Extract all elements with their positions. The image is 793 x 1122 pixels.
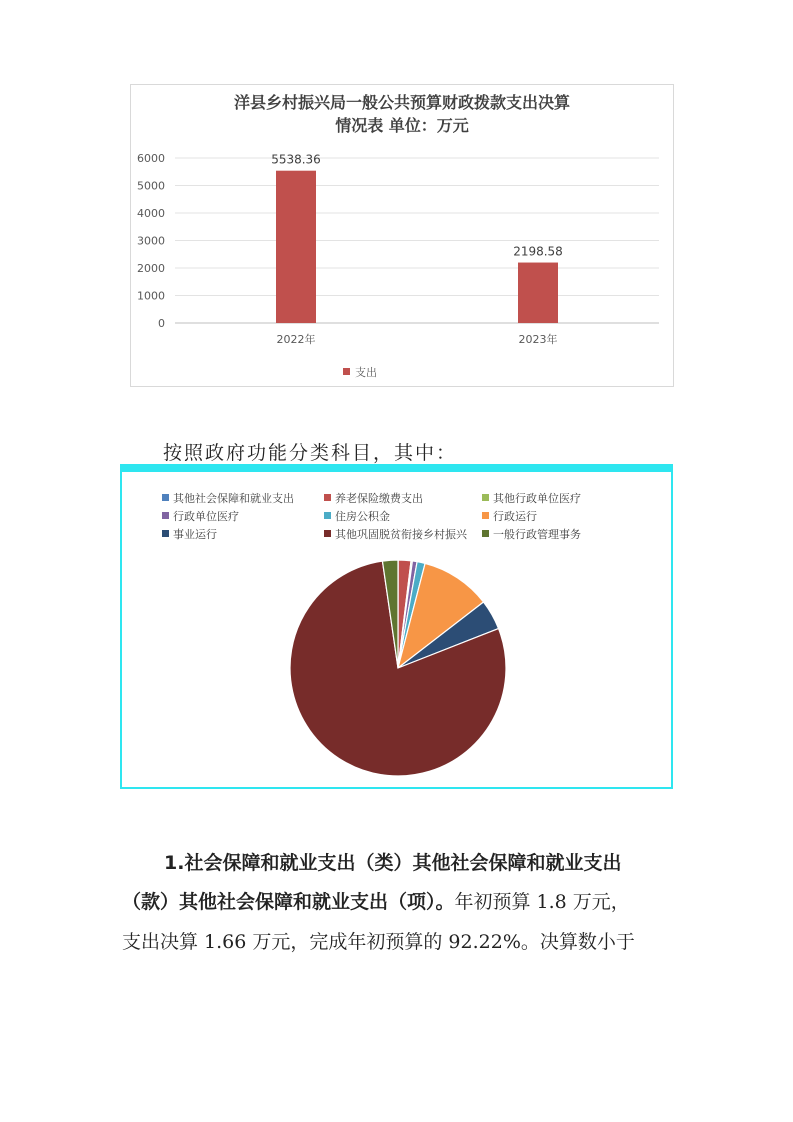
- bar-data-label: 5538.36: [271, 152, 321, 167]
- legend-label: 一般行政管理事务: [493, 528, 581, 541]
- budget-text: 年初预算 1.8 万元，: [454, 891, 630, 913]
- bar-chart-panel: [130, 84, 674, 387]
- legend-label: 行政单位医疗: [173, 510, 239, 523]
- pie-chart-svg: [122, 472, 671, 789]
- body-line3: 支出决算 1.66 万元，完成年初预算的 92.22%。决算数小于: [122, 931, 635, 953]
- legend-swatch: [343, 368, 350, 375]
- bar-chart-svg: [131, 85, 673, 386]
- legend-label: 支出: [355, 366, 377, 379]
- y-tick-label: 2000: [137, 262, 165, 275]
- y-tick-label: 5000: [137, 179, 165, 193]
- y-tick-label: 6000: [137, 152, 165, 165]
- bar-data-label: 2198.58: [513, 244, 563, 259]
- y-tick-label: 4000: [137, 207, 165, 220]
- legend-label: 其他巩固脱贫衔接乡村振兴: [335, 528, 467, 541]
- y-tick-label: 1000: [137, 289, 165, 303]
- pie-chart-panel: [120, 464, 673, 789]
- section-heading-line1: 1.社会保障和就业支出（类）其他社会保障和就业支出: [164, 852, 622, 874]
- legend-label: 事业运行: [173, 528, 217, 541]
- y-tick-label: 0: [158, 317, 165, 330]
- legend-label: 养老保险缴费支出: [335, 492, 423, 505]
- bar-chart-title-line2: 情况表 单位：万元: [335, 116, 469, 135]
- x-category-label: 2022年: [276, 333, 316, 346]
- x-category-label: 2023年: [518, 333, 558, 346]
- legend-label: 其他行政单位医疗: [493, 492, 581, 505]
- bar-chart-title-line1: 洋县乡村振兴局一般公共预算财政拨款支出决算: [233, 93, 570, 112]
- section-heading-line2: [122, 887, 630, 914]
- legend-label: 住房公积金: [335, 510, 390, 523]
- legend-label: 其他社会保障和就业支出: [173, 492, 294, 505]
- intro-paragraph: 按照政府功能分类科目，其中：: [163, 442, 458, 464]
- section-heading-bold: （款）其他社会保障和就业支出（项）。: [122, 891, 455, 913]
- legend-label: 行政运行: [493, 510, 537, 523]
- bar: [518, 263, 558, 323]
- bar: [276, 171, 316, 323]
- y-tick-label: 3000: [137, 234, 165, 248]
